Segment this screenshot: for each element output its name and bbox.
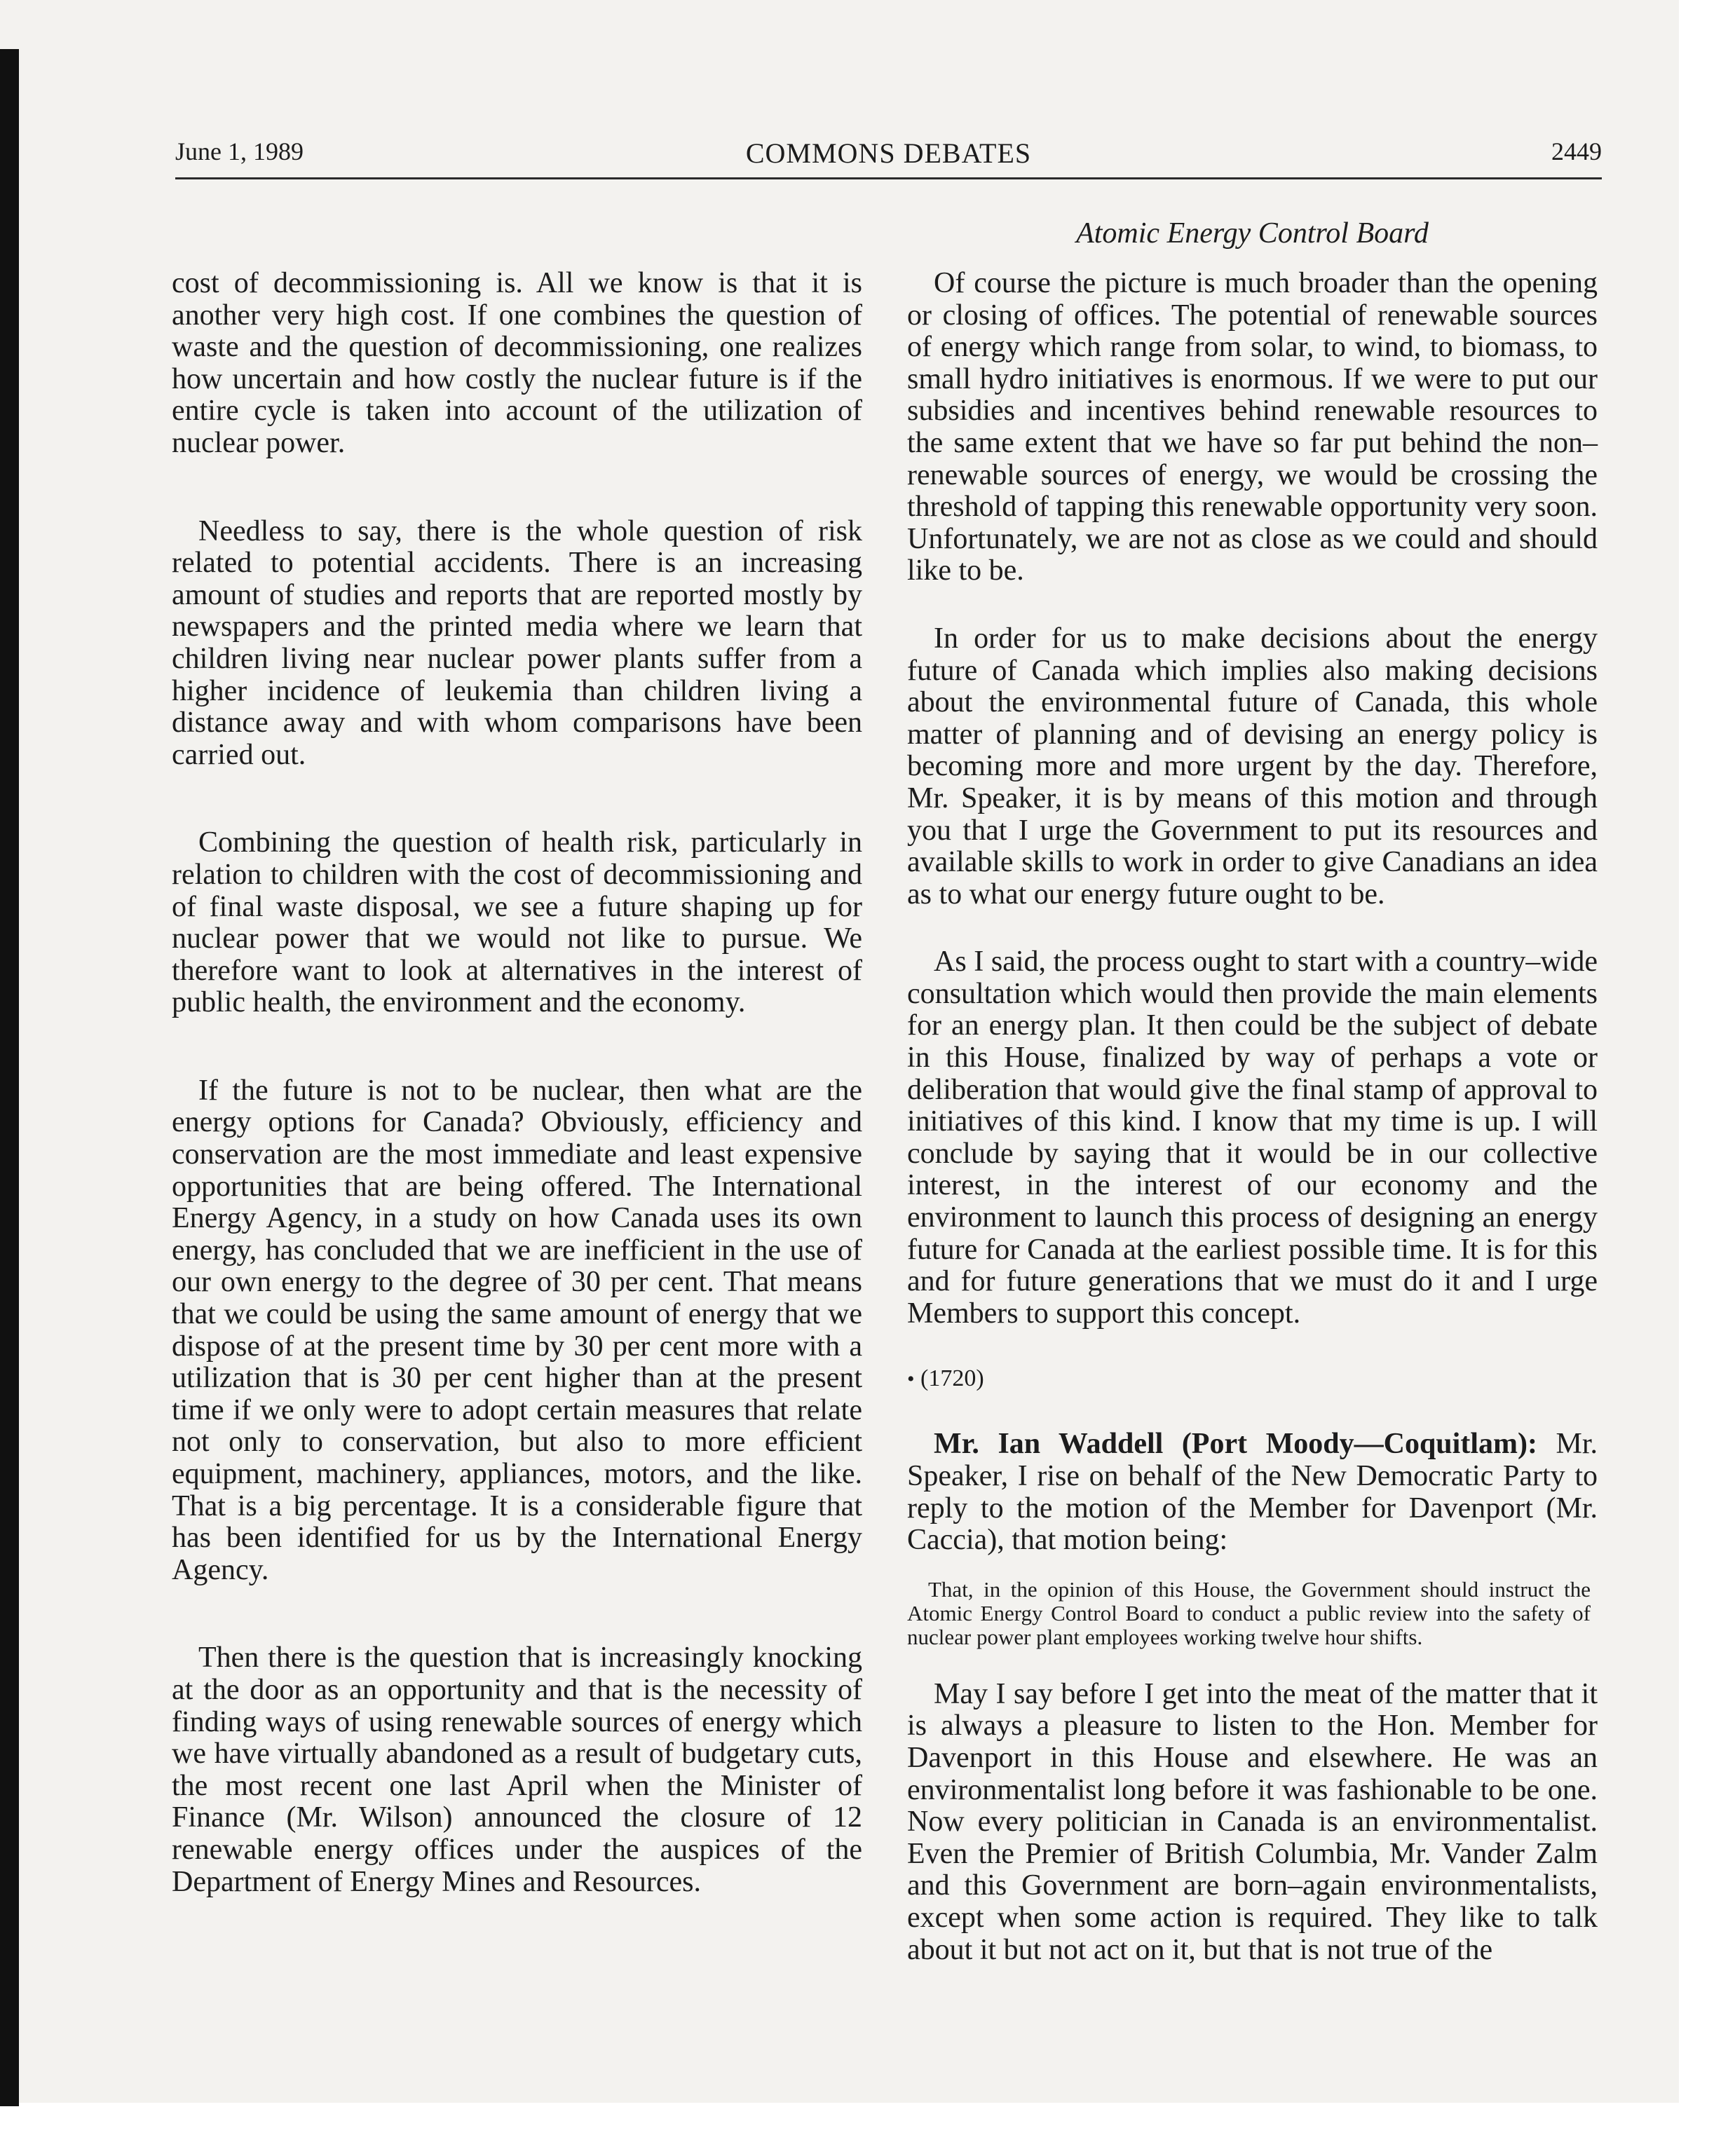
speaker-name: Mr. Ian Waddell (Port Moody—Coquitlam): — [934, 1428, 1537, 1461]
speaker-text: Mr. Speaker, I rise on behalf of the New Democratic Party to reply to the motion of the Member for Davenport (Mr. Caccia), that motion being: — [907, 1428, 1598, 1557]
left-paragraph-2: Needless to say, there is the whole question of risk related to potential accidents. There is an increasing amount of studies and reports that are reported mostly by newspapers and the printed media where we learn that children living near nuclear power plants suffer from a higher incidence of leukemia than children living a distance away and with whom comparisons have been carried out. — [172, 514, 862, 771]
right-paragraph-2: In order for us to make decisions about the energy future of Canada which implies also making decisions about the environmental future of Canada, this whole matter of planning and of devising an energy policy is becoming more and more urgent by the day. Therefore, Mr. Speaker, it is by means of this motion and through you that I urge the Government to put its resources and available skills to work in order to give Canadians an idea as to what our energy future ought to be. — [907, 622, 1598, 910]
left-paragraph-4: If the future is not to be nuclear, then what are the energy options for Canada? Obviously, efficiency and conservation are the most immediate and least expensive opportunities that are being offered. The International Energy Agency, in a study on how Canada uses its own energy, has concluded that we are inefficient in the use of our own energy to the degree of 30 per cent. That means that we could be using the same amount of energy that we dispose of at the present time by 30 per cent more with a utilization that is 30 per cent higher than at the present time if we only were to adopt certain measures that relate not only to conservation, but also to more efficient equipment, machinery, appliances, motors, and the like. That is a big percentage. It is a considerable figure that has been identified for us by the International Energy Agency. — [172, 1074, 862, 1586]
binding-edge — [0, 49, 19, 2106]
time-stamp: (1720) — [920, 1365, 984, 1392]
motion-quote: That, in the opinion of this House, the Government should instruct the Atomic Energy Control Board to conduct a public review into the safety of nuclear power plant employees working twelve hour shifts. — [907, 1576, 1591, 1649]
header-page-number: 2449 — [1551, 137, 1602, 165]
scan-margin-right — [1679, 0, 1735, 2156]
time-marker — [907, 1365, 1598, 1393]
running-head — [175, 137, 1602, 179]
section-heading: Atomic Energy Control Board — [1076, 217, 1429, 250]
left-column — [172, 268, 862, 1898]
scan-margin-bottom — [0, 2103, 1735, 2156]
left-paragraph-1: cost of decommissioning is. All we know is that it is another very high cost. If one combines the question of waste and the question of decommissioning, one realizes how uncertain and how costly the nuclear future is if the entire cycle is taken into account of the utilization of nuclear power. — [172, 267, 862, 459]
right-column — [907, 268, 1598, 1966]
header-date: June 1, 1989 — [175, 137, 304, 165]
right-paragraph-3: As I said, the process ought to start with a country–wide consultation which would then provide the main elements for an energy plan. It then could be the subject of debate in this House, finalized by way of perhaps a vote or deliberation that would give the final stamp of approval to initiatives of this kind. I know that my time is up. I will conclude by saying that it would be in our collective interest, in the interest of our economy and the environment to launch this process of designing an energy future for Canada at the earliest possible time. It is for this and for future generations that we must do it and I urge Members to support this concept. — [907, 946, 1598, 1330]
left-paragraph-5: Then there is the question that is increasingly knocking at the door as an opportunity and that is the necessity of finding ways of using renewable sources of energy which we have virtually abandoned as a result of budgetary cuts, the most recent one last April when the Minister of Finance (Mr. Wilson) announced the closure of 12 renewable energy offices under the auspices of the Department of Energy Mines and Resources. — [172, 1642, 862, 1898]
header-title: COMMONS DEBATES — [745, 137, 1032, 169]
left-paragraph-3: Combining the question of health risk, particularly in relation to children with the cost of decommissioning and of final waste disposal, we see a future shaping up for nuclear power that we would not like to pursue. We therefore want to look at alternatives in the interest of public health, the environment and the economy. — [172, 826, 862, 1019]
time-bullet: • — [907, 1367, 915, 1391]
right-paragraph-1: Of course the picture is much broader than the opening or closing of offices. The potential of renewable sources of energy which range from solar, to wind, to biomass, to small hydro initiatives is enormous. If we were to put our subsidies and incentives behind renewable resources to the same extent that we have so far put behind the non–renewable sources of energy, we would be crossing the threshold of tapping this renewable opportunity very soon. Unfortunately, we are not as close as we could and should like to be. — [907, 267, 1598, 587]
speaker-paragraph — [907, 1428, 1598, 1556]
header-rule — [175, 177, 1602, 179]
right-closing-paragraph: May I say before I get into the meat of the matter that it is always a pleasure to listen to the Hon. Member for Davenport in this House and elsewhere. He was an environmentalist long before it was fashionable to be one. Now every politician in Canada is an environmentalist. Even the Premier of British Columbia, Mr. Vander Zalm and this Government are born–again environmentalists, except when some action is required. They like to talk about it but not act on it, but that is not true of the — [907, 1677, 1598, 1966]
